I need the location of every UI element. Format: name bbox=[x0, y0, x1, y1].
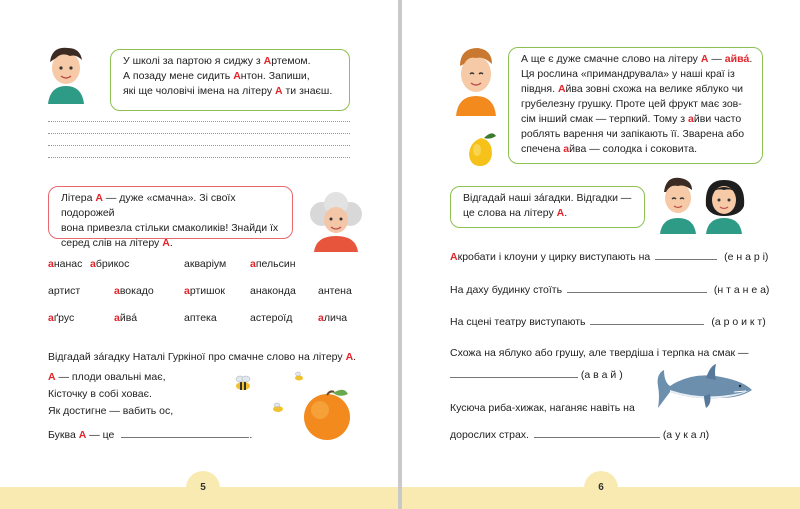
speech-bubble-letter-a: Літера А — дуже «смачна». Зі своїх подорожей вона привезла стільки смаколиків! Знайди їх серед слів на літеру А. bbox=[48, 186, 293, 239]
riddle-4-answer: (а в а й ) bbox=[450, 368, 623, 381]
riddle-5: Кусюча риба-хижак, наганяє навіть на bbox=[450, 402, 635, 414]
riddle-4: Схожа на яблуко або грушу, але твердіша і терпка на смак — bbox=[450, 347, 749, 359]
word-item: анаконда bbox=[250, 285, 296, 297]
word-item: авокадо bbox=[114, 285, 154, 297]
answer-blank[interactable] bbox=[567, 283, 707, 293]
poem-line-3: Як достигне — вабить ос, bbox=[48, 405, 174, 417]
word-item: артишок bbox=[184, 285, 225, 297]
answer-line[interactable] bbox=[48, 133, 350, 134]
word-item: акваріум bbox=[184, 258, 227, 270]
word-row bbox=[48, 285, 358, 312]
word-grid bbox=[48, 258, 358, 339]
answer-blank[interactable] bbox=[590, 315, 704, 325]
riddle-3: На сцені театру виступають (а р о и к т) bbox=[450, 316, 766, 328]
wasp-icon bbox=[271, 401, 285, 415]
word-item: аптека bbox=[184, 312, 217, 324]
quince-illustration bbox=[466, 130, 496, 168]
word-item: аґрус bbox=[48, 312, 75, 324]
wasp-icon bbox=[293, 371, 305, 383]
word-row bbox=[48, 258, 358, 285]
answer-blank[interactable] bbox=[450, 368, 578, 378]
answer-line[interactable] bbox=[48, 145, 350, 146]
apricot-illustration bbox=[300, 386, 356, 442]
answer-line[interactable] bbox=[48, 157, 350, 158]
page-number: 6 bbox=[584, 471, 618, 505]
speech-bubble-riddles: Відгадай наші зáгадки. Відгадки — це слова на літеру А. bbox=[450, 186, 645, 228]
word-item: абрикос bbox=[90, 258, 130, 270]
page-number: 5 bbox=[186, 471, 220, 505]
word-item: апельсин bbox=[250, 258, 296, 270]
answer-blank[interactable] bbox=[534, 428, 660, 438]
word-item: алича bbox=[318, 312, 348, 324]
word-item: астероїд bbox=[250, 312, 293, 324]
answer-blank[interactable] bbox=[655, 250, 717, 260]
speech-bubble-boy: У школі за партою я сиджу з Артемом. А позаду мене сидить Антон. Запиши, які ще чоловічі імена на літеру А ти знаєш. bbox=[110, 49, 350, 111]
answer-blank[interactable] bbox=[121, 428, 249, 438]
left-page bbox=[0, 0, 398, 509]
boy-illustration bbox=[450, 42, 502, 116]
boy-illustration bbox=[40, 40, 92, 104]
poem-line-1: А — плоди овальні має, bbox=[48, 371, 166, 383]
shark-illustration bbox=[654, 364, 754, 412]
word-item: айвá bbox=[114, 312, 138, 324]
word-item: антена bbox=[318, 285, 352, 297]
riddle-1: Акробати і клоуни у цирку виступають на (е н а р і) bbox=[450, 251, 769, 263]
riddle-intro: Відгадай зáгадку Наталі Гуркіної про смачне слово на літеру А. bbox=[48, 351, 357, 363]
riddle-2: На даху будинку стоїть (н т а н е а) bbox=[450, 284, 770, 296]
answer-line[interactable] bbox=[48, 121, 350, 122]
word-item: артист bbox=[48, 285, 81, 297]
word-row bbox=[48, 312, 358, 339]
right-page bbox=[402, 0, 800, 509]
poem-line-2: Кісточку в собі ховає. bbox=[48, 388, 152, 400]
poem-line-4: Буква А — це . bbox=[48, 429, 253, 441]
speech-bubble-quince: А ще є дуже смачне слово на літеру А — айвá. Ця рослина «примандрувала» у наші краї із півдня. Айва зовні схожа на велике яблуко чи грубелезну грушку. Проте цей фрукт має зов- сім інший смак — терпкий. Тому з айви часто роблять варення чи запікають її. Зварена або спечена айва — солодка і соковита. bbox=[508, 47, 763, 164]
riddle-5-answer: дорослих страх. (а у к а л) bbox=[450, 429, 710, 441]
kids-illustration bbox=[654, 172, 754, 234]
wasp-icon bbox=[232, 374, 254, 394]
word-item: ананас bbox=[48, 258, 83, 270]
grandma-illustration bbox=[300, 190, 372, 252]
